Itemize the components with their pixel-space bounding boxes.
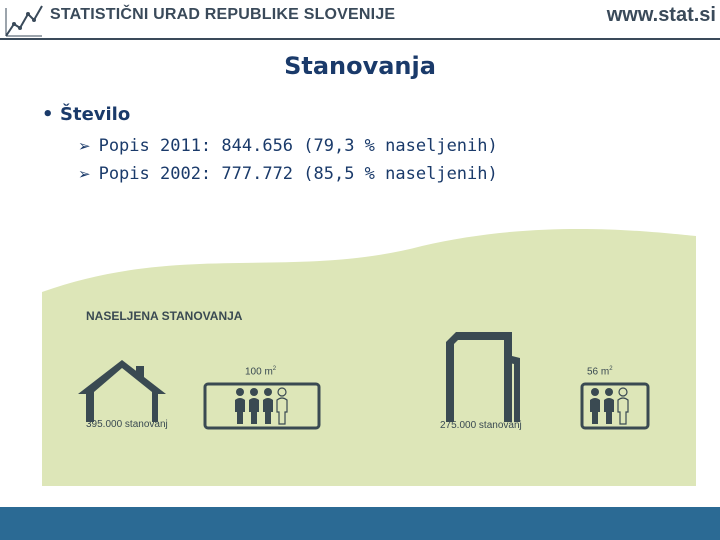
arrow-right-icon: ➢ <box>78 137 91 155</box>
house-area-label <box>245 366 276 377</box>
header <box>0 0 720 42</box>
bullet-dot-icon: • <box>42 104 54 125</box>
footer-bar <box>0 507 720 540</box>
tower-area-unit: 2 <box>609 366 613 372</box>
bullet-label: Število <box>60 104 131 125</box>
infographic-title: NASELJENA STANOVANJA <box>86 309 243 323</box>
statistics-logo-icon <box>4 2 44 38</box>
arrow-right-icon: ➢ <box>78 165 91 183</box>
bullet-item <box>42 104 130 125</box>
header-divider <box>0 38 720 40</box>
subitem-text: Popis 2002: 777.772 (85,5 % naseljenih) <box>98 164 498 184</box>
infographic <box>42 214 696 486</box>
infographic-background <box>42 229 696 486</box>
slide-title: Stanovanja <box>284 52 436 80</box>
subitem-2011 <box>78 136 498 156</box>
subitem-text: Popis 2011: 844.656 (79,3 % naseljenih) <box>98 136 498 156</box>
subitem-2002 <box>78 164 498 184</box>
tower-area-label <box>587 366 613 377</box>
house-area-unit: 2 <box>272 366 277 372</box>
tower-apartment-count: 275.000 stanovanj <box>440 420 522 431</box>
org-name: STATISTIČNI URAD REPUBLIKE SLOVENIJE <box>50 6 396 23</box>
house-area-value: 100 m <box>245 366 273 378</box>
house-apartment-count: 395.000 stanovanj <box>86 419 168 430</box>
tower-area-value: 56 m <box>587 366 610 378</box>
site-url[interactable]: www.stat.si <box>606 4 716 26</box>
